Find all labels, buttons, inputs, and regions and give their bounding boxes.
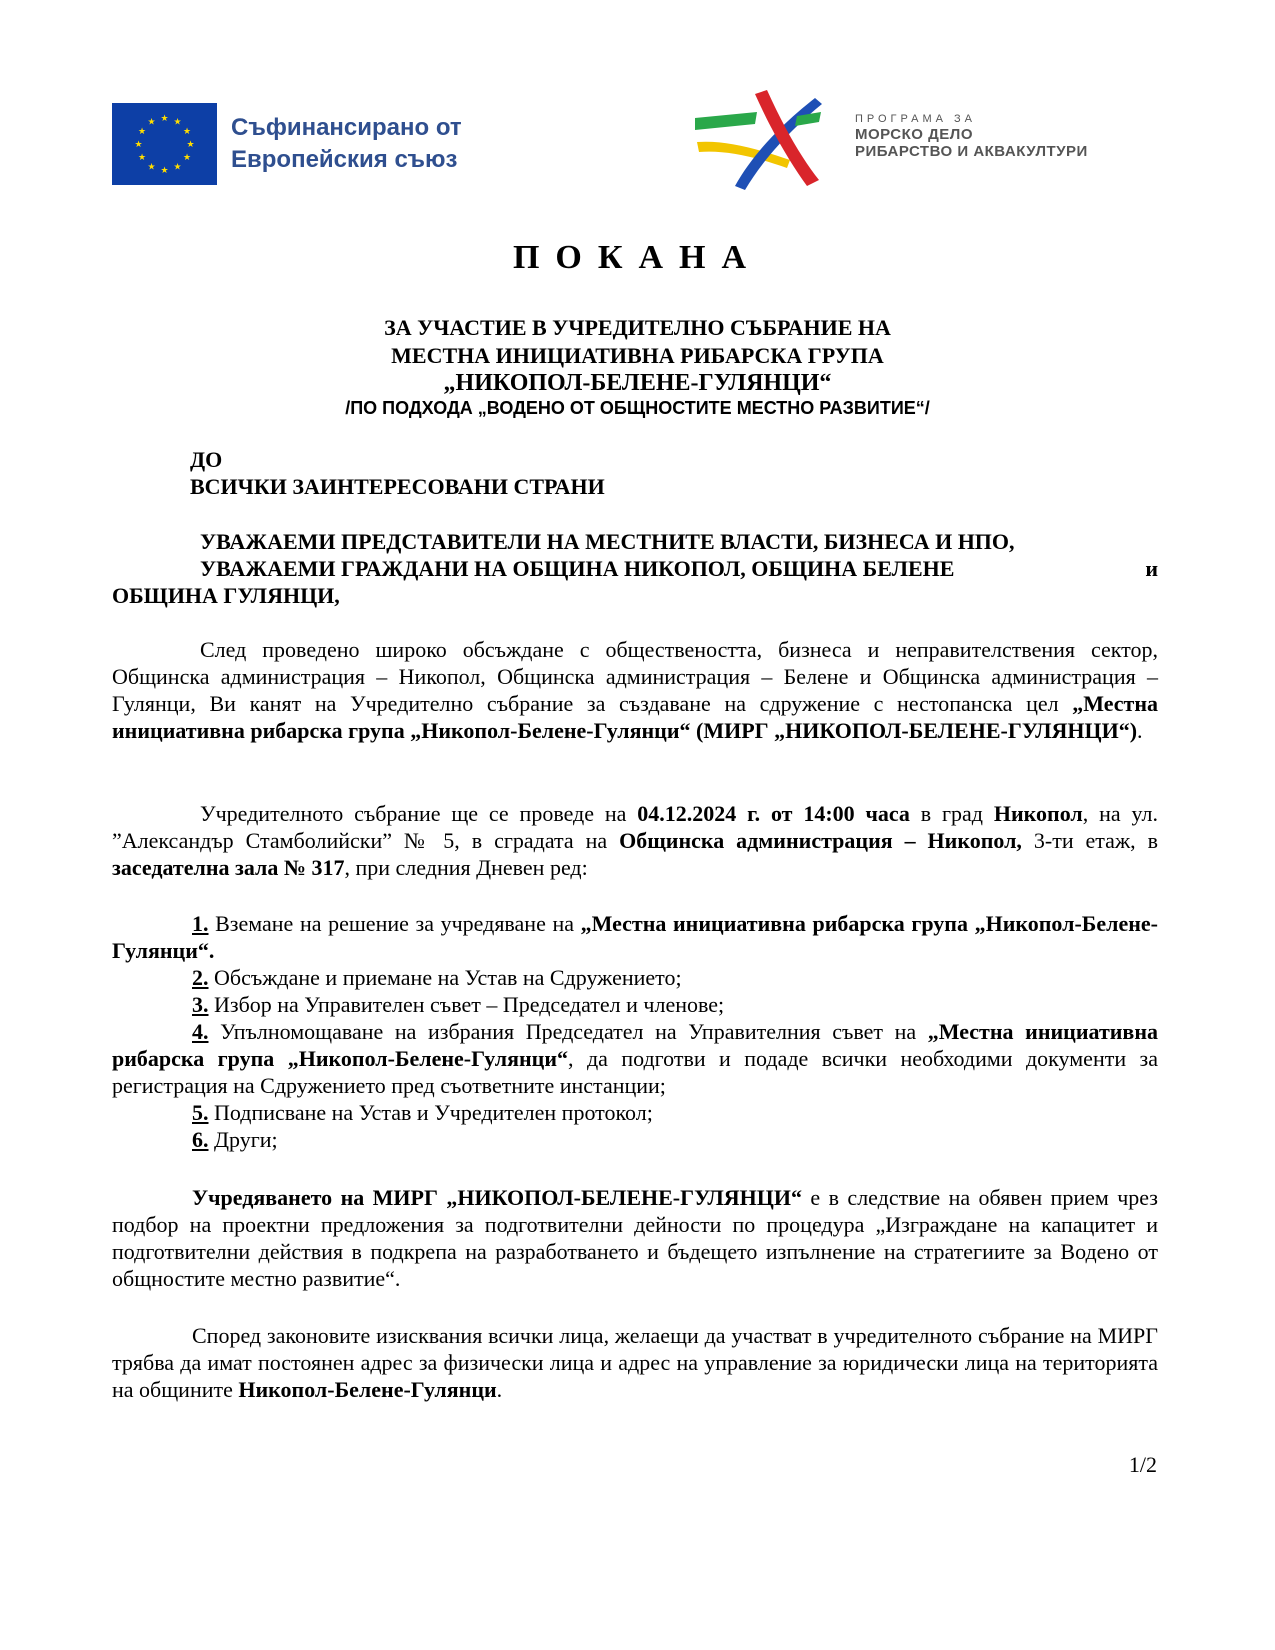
salutation-line3: ОБЩИНА ГУЛЯНЦИ,	[112, 583, 340, 608]
eu-star-icon: ★	[160, 113, 169, 123]
paragraph-requirements	[112, 1322, 1158, 1403]
agenda-item: 3. Избор на Управителен съвет – Председател и членове;	[192, 992, 725, 1017]
meeting-text-2: в град	[909, 801, 994, 826]
meeting-building: Общинска администрация – Никопол,	[619, 828, 1022, 853]
agenda-item: 6. Други;	[192, 1127, 278, 1152]
eu-star-icon: ★	[182, 152, 192, 162]
addressee-line2: ВСИЧКИ ЗАИНТЕРЕСОВАНИ СТРАНИ	[190, 474, 605, 499]
salutation-line2-and: и	[1145, 556, 1158, 581]
agenda-item: 1. Вземане на решение за учредяване на „Местна инициативна рибарска група „Никопол-Белене-Гулянци“.	[112, 911, 1158, 963]
agenda-item: 5. Подписване на Устав и Учредителен протокол;	[192, 1100, 653, 1125]
requirements-end: .	[496, 1377, 503, 1402]
requirements-bold: Никопол-Белене-Гулянци	[238, 1377, 497, 1402]
subtitle-line2: МЕСТНА ИНИЦИАТИВНА РИБАРСКА ГРУПА	[391, 343, 884, 368]
eu-cofunded-logo	[112, 100, 484, 188]
meeting-text-1: Учредителното събрание ще се проведе на	[200, 801, 638, 826]
eu-star-icon: ★	[173, 161, 182, 172]
program-line3: РИБАРСТВО И АКВАКУЛТУРИ	[855, 143, 1088, 160]
eu-star-icon: ★	[173, 116, 182, 127]
subtitle-line3: „НИКОПОЛ-БЕЛЕНЕ-ГУЛЯНЦИ“	[443, 370, 832, 396]
program-line2: МОРСКО ДЕЛО	[855, 126, 973, 143]
eu-flag-icon	[112, 103, 217, 185]
salutation	[112, 528, 1158, 609]
salutation-line2: УВАЖАЕМИ ГРАЖДАНИ НА ОБЩИНА НИКОПОЛ, ОБЩИНА БЕЛЕНЕ	[200, 556, 955, 581]
eu-star-icon: ★	[186, 139, 195, 149]
paragraph-invitation	[112, 636, 1158, 744]
subtitle-line4: /ПО ПОДХОДА „ВОДЕНО ОТ ОБЩНОСТИТЕ МЕСТНО РАЗВИТИЕ“/	[345, 398, 930, 418]
addressee	[190, 446, 1150, 500]
addressee-line1: ДО	[190, 447, 223, 472]
paragraph-meeting	[112, 800, 1158, 881]
program-ribbons-icon	[695, 90, 855, 190]
paragraph-invitation-bold: „Местна инициативна рибарска група „Никопол-Белене-Гулянци“ (МИРГ „НИКОПОЛ-БЕЛЕНЕ-ГУЛЯНЦИ“)	[112, 691, 1158, 743]
salutation-line1: УВАЖАЕМИ ПРЕДСТАВИТЕЛИ НА МЕСТНИТЕ ВЛАСТИ, БИЗНЕСА И НПО,	[200, 529, 1015, 554]
program-logo	[695, 90, 1165, 190]
program-line1: ПРОГРАМА ЗА	[855, 113, 976, 125]
procedure-text: е в следствие на обявен прием чрез подбор на проектни предложения за подготвителни дейности по процедура „Изграждане на капацитет и подготвителни действия в подкрепа на разработването и бъдещето изпълнение на стратегиите за Водено от общностите местно развитие“.	[112, 1185, 1158, 1291]
eu-star-icon: ★	[160, 165, 169, 175]
meeting-text-4: 3-ти етаж, в	[1021, 828, 1158, 853]
subtitle-line1: ЗА УЧАСТИЕ В УЧРЕДИТЕЛНО СЪБРАНИЕ НА	[384, 315, 891, 340]
agenda-item: 2. Обсъждане и приемане на Устав на Сдружението;	[192, 965, 682, 990]
meeting-text-3: , на ул. ”Александър Стамболийски” № 5, в сградата на	[112, 801, 1159, 853]
page-title: ПОКАНА	[512, 239, 763, 276]
requirements-text: Според законовите изисквания всички лица, желаещи да участват в учредителното събрание на МИРГ трябва да имат постоянен адрес за физически лица и адрес на управление за юридически лица на територията на общините	[112, 1323, 1158, 1402]
meeting-text-5: , при следния Дневен ред:	[344, 855, 588, 880]
meeting-room: заседателна зала № 317	[112, 855, 345, 880]
eu-star-icon: ★	[147, 116, 156, 127]
eu-star-icon: ★	[137, 152, 147, 162]
procedure-bold: Учредяването на МИРГ „НИКОПОЛ-БЕЛЕНЕ-ГУЛЯНЦИ“	[192, 1185, 802, 1210]
eu-star-icon: ★	[182, 126, 192, 136]
paragraph-invitation-text: След проведено широко обсъждане с обществеността, бизнеса и неправителствения сектор, Общинска администрация – Никопол, Общинска администрация – Белене и Общинска администрация – Гулянци, Ви канят на Учредително събрание за създаване на сдружение с нестопанска цел	[112, 637, 1158, 716]
paragraph-procedure	[112, 1184, 1158, 1292]
agenda-item: 4. Упълномощаване на избрания Председател на Управителния съвет на „Местна инициативна рибарска група „Никопол-Белене-Гулянци“, да подготви и подаде всички необходими документи за регистрация на Сдружението пред съответните инстанции;	[112, 1019, 1158, 1098]
eu-star-icon: ★	[137, 126, 147, 136]
eu-logo-line1: Съфинансирано от	[231, 114, 462, 141]
eu-star-icon: ★	[134, 139, 143, 149]
eu-star-icon: ★	[147, 161, 156, 172]
page-number: 1/2	[1128, 1452, 1157, 1477]
agenda-list	[112, 910, 1158, 1153]
paragraph-invitation-end: .	[1137, 718, 1143, 743]
eu-logo-line2: Европейския съюз	[231, 146, 458, 173]
meeting-town: Никопол	[993, 801, 1083, 826]
meeting-date: 04.12.2024 г. от 14:00 часа	[637, 801, 910, 826]
